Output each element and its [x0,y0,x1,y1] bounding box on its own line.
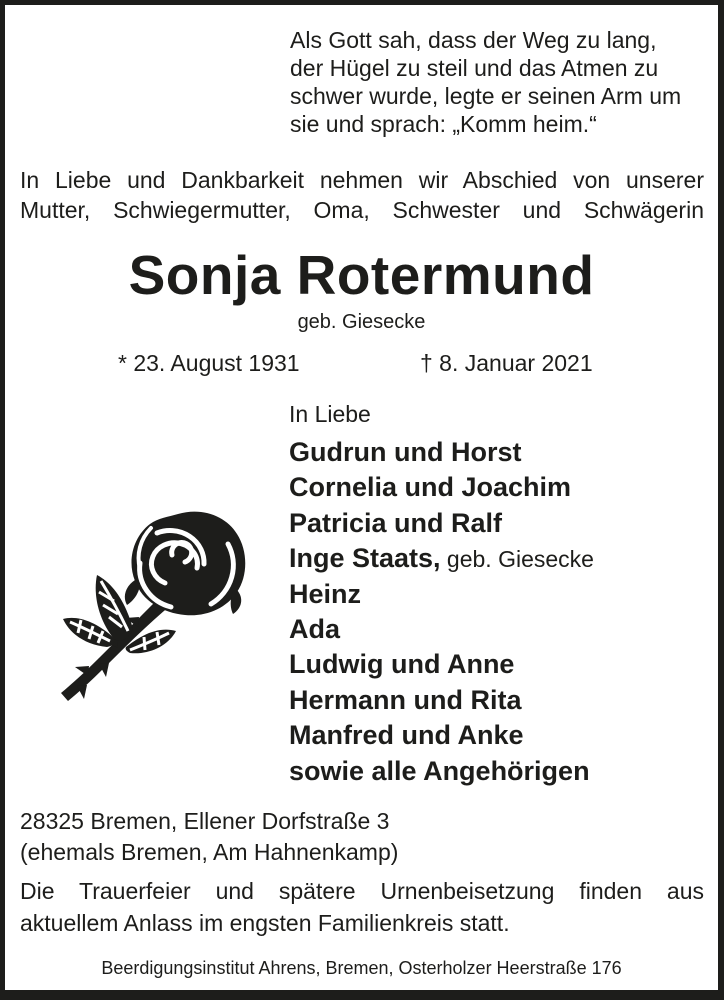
mourner: Inge Staats, geb. Giesecke [289,543,594,574]
deceased-name: Sonja Rotermund [128,244,595,306]
mourner: Heinz [289,578,362,609]
mourner: Patricia und Ralf [289,507,503,538]
intro-line: In Liebe und Dankbarkeit nehmen wir Abschied von unserer [20,167,704,193]
mourners-list [289,435,594,789]
mourning-heading: In Liebe [289,401,371,427]
poem-line: Als Gott sah, dass der Weg zu lang, [290,27,657,53]
intro-text [20,166,704,225]
address-line: 28325 Bremen, Ellener Dorfstraße 3 [20,808,390,834]
death-date: † 8. Januar 2021 [420,350,593,376]
birth-date: * 23. August 1931 [118,350,300,376]
ceremony-line: Die Trauerfeier und spätere Urnenbeisetzung finden aus [20,878,704,904]
mourner: Gudrun und Horst [289,437,522,467]
maiden-name: geb. Giesecke [297,311,426,333]
rose-icon [40,500,270,720]
mourner: Ada [289,614,341,645]
mourner: Cornelia und Joachim [289,472,572,503]
ceremony-line: aktuellem Anlass im engsten Familienkreis statt. [20,909,510,936]
poem-line: schwer wurde, legte er seinen Arm um [290,83,682,109]
poem-line: der Hügel zu steil und das Atmen zu [290,55,659,81]
intro-line: Mutter, Schwiegermutter, Oma, Schwester und Schwägerin [20,196,704,223]
mourner: Ludwig und Anne [289,649,515,680]
poem-line: sie und sprach: „Komm heim.“ [290,111,597,137]
mourner: Hermann und Rita [289,684,522,715]
life-dates [5,350,718,380]
address-line: (ehemals Bremen, Am Hahnenkamp) [20,838,399,865]
ceremony-note [20,876,704,939]
funeral-home-line: Beerdigungsinstitut Ahrens, Bremen, Osterholzer Heerstraße 176 [101,958,622,978]
mourner: sowie alle Angehörigen [289,755,590,786]
mourner: Manfred und Anke [289,720,524,751]
address-block [20,806,398,867]
poem [290,26,700,138]
